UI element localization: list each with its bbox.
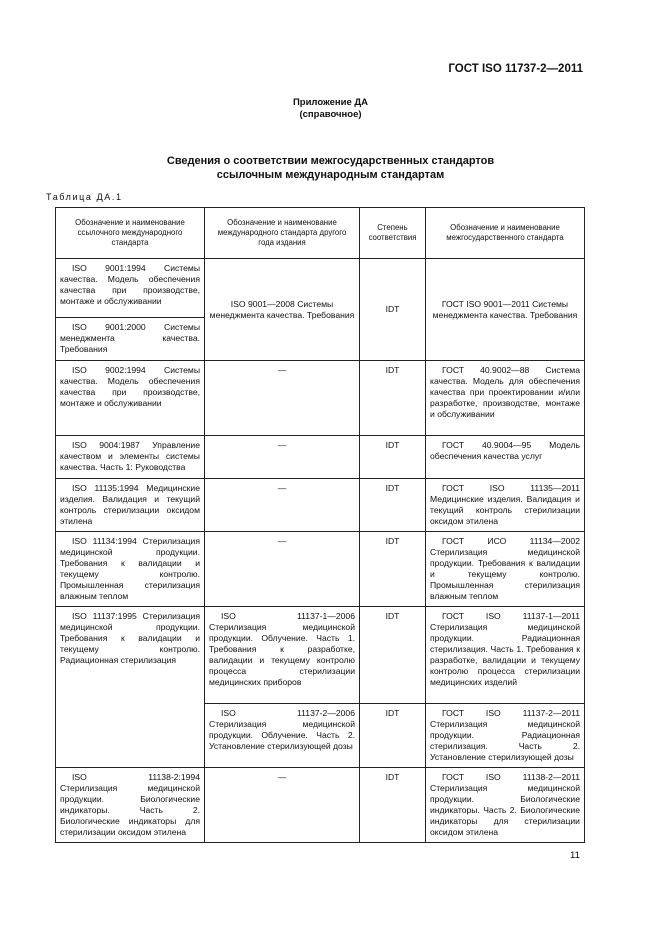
header-interstate-standard: Обозначение и наименование межгосударственного стандарта xyxy=(426,208,585,259)
cell-other-standard: — xyxy=(205,361,360,436)
cell-degree: IDT xyxy=(360,259,426,361)
cell-other-standard: — xyxy=(205,479,360,532)
cell-reference: ISO 9001:2000 Системы менеджмента качества. Требования xyxy=(56,318,205,361)
cell-interstate: ГОСТ 40.9004—95 Модель обеспечения качества услуг xyxy=(426,436,585,479)
header-other-year-standard: Обозначение и наименование международного стандарта другого года издания xyxy=(205,208,360,259)
table-row xyxy=(56,259,585,318)
table-caption: Таблица ДА.1 xyxy=(46,192,123,202)
cell-interstate: ГОСТ ISO 9001—2011 Системы менеджмента качества. Требования xyxy=(426,259,585,361)
cell-interstate: ГОСТ 40.9002—88 Система качества. Модель для обеспечения качества при проектировании и/или разработке, производстве, монтаже и обслуживании xyxy=(426,361,585,436)
table-row xyxy=(56,532,585,607)
section-title xyxy=(0,154,661,182)
cell-reference: ISO 11135:1994 Медицинские изделия. Валидация и текущий контроль стерилизации оксидом этилена xyxy=(56,479,205,532)
cell-interstate: ГОСТ ИСО 11134—2002 Стерилизация медицинской продукции. Требования к валидации и текущему контролю. Промышленная стерилизация влажным теплом xyxy=(426,532,585,607)
table-row xyxy=(56,768,585,843)
cell-reference: ISO 9004:1987 Управление качеством и элементы системы качества. Часть 1: Руководства xyxy=(56,436,205,479)
page-number: 11 xyxy=(570,850,580,861)
table-header-row xyxy=(56,208,585,259)
cell-degree: IDT xyxy=(360,607,426,704)
cell-other-standard: — xyxy=(205,532,360,607)
cell-reference: ISO 9001:1994 Системы качества. Модель обеспечения качества при производстве, монтаже и обслуживании xyxy=(56,259,205,318)
cell-interstate: ГОСТ ISO 11137-1—2011 Стерилизация медицинской продукции. Радиационная стерилизация. Часть 1. Требования к разработке, валидации и текущему контролю процесса стерилизации медицинских изделий xyxy=(426,607,585,704)
cell-interstate: ГОСТ ISO 11135—2011 Медицинские изделия. Валидация и текущий контроль стерилизации оксидом этилена xyxy=(426,479,585,532)
cell-reference: ISO 11138-2:1994 Стерилизация медицинской продукции. Биологические индикаторы. Часть 2. Биологические индикаторы для стерилизации оксидом этилена xyxy=(56,768,205,843)
correspondence-table xyxy=(55,207,585,843)
annex-label: Приложение ДА xyxy=(292,97,369,108)
cell-degree: IDT xyxy=(360,768,426,843)
cell-degree: IDT xyxy=(360,704,426,768)
table-row xyxy=(56,607,585,704)
document-code: ГОСТ ISO 11737-2—2011 xyxy=(448,63,583,75)
cell-reference: ISO 11137:1995 Стерилизация медицинской продукции. Требования к валидации и текущему контролю. Радиационная стерилизация xyxy=(56,607,205,768)
cell-other-standard: ISO 11137-2—2006 Стерилизация медицинской продукции. Облучение. Часть 2. Установление стерилизующей дозы xyxy=(205,704,360,768)
cell-degree: IDT xyxy=(360,479,426,532)
cell-reference: ISO 9002:1994 Системы качества. Модель обеспечения качества при производстве, монтаже и обслуживании xyxy=(56,361,205,436)
cell-degree: IDT xyxy=(360,436,426,479)
cell-degree: IDT xyxy=(360,361,426,436)
cell-reference: ISO 11134:1994 Стерилизация медицинской продукции. Требования к валидации и текущему контролю. Промышленная стерилизация влажным теплом xyxy=(56,532,205,607)
header-degree: Степень соответствия xyxy=(360,208,426,259)
cell-other-standard: — xyxy=(205,436,360,479)
cell-interstate: ГОСТ ISO 11138-2—2011 Стерилизация медицинской продукции. Биологические индикаторы. Часть 2. Биологические индикаторы для стерилизации оксидом этилена xyxy=(426,768,585,843)
header-reference-standard: Обозначение и наименование ссылочного международного стандарта xyxy=(56,208,205,259)
annex-heading xyxy=(0,97,661,121)
table-row xyxy=(56,436,585,479)
title-line-2: ссылочным международным стандартам xyxy=(216,169,445,181)
cell-degree: IDT xyxy=(360,532,426,607)
table-row xyxy=(56,361,585,436)
cell-other-standard: ISO 9001—2008 Системы менеджмента качества. Требования xyxy=(205,259,360,361)
cell-other-standard: — xyxy=(205,768,360,843)
cell-other-standard: ISO 11137-1—2006 Стерилизация медицинской продукции. Облучение. Часть 1. Требования к разработке, валидации и текущему контролю процесса стерилизации медицинских приборов xyxy=(205,607,360,704)
annex-type: (справочное) xyxy=(299,109,362,120)
title-line-1: Сведения о соответствии межгосударственных стандартов xyxy=(166,155,495,167)
table-row xyxy=(56,479,585,532)
cell-interstate: ГОСТ ISO 11137-2—2011 Стерилизация медицинской продукции. Радиационная стерилизация. Часть 2. Установление стерилизующей дозы xyxy=(426,704,585,768)
